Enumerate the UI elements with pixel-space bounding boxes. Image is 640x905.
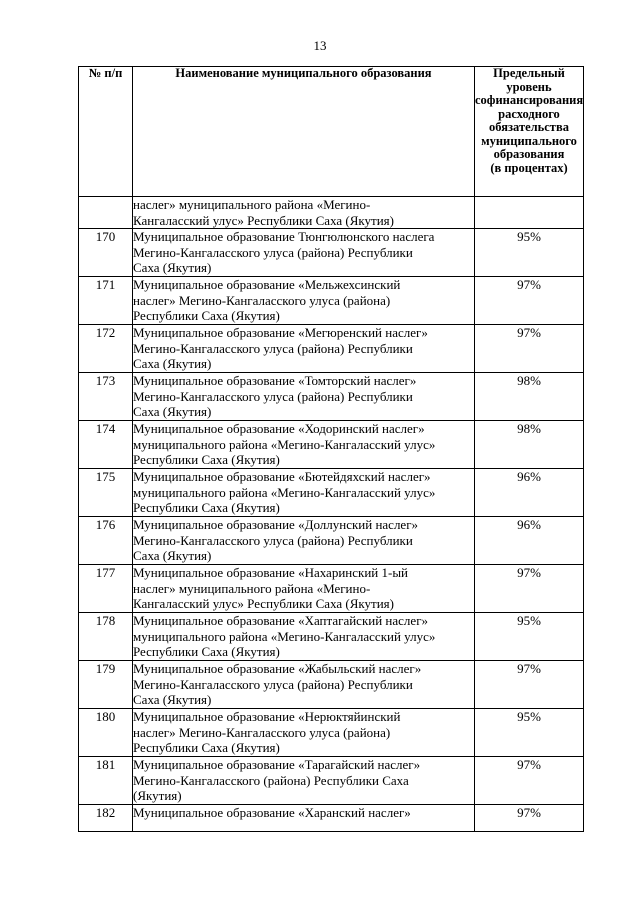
municipality-name-line: Кангаласский улус» Республики Саха (Якутия)	[133, 596, 394, 612]
row-number: 170	[79, 229, 133, 277]
municipality-name-line: Республики Саха (Якутия)	[133, 740, 280, 756]
cofinancing-percent: 96%	[475, 517, 584, 565]
municipality-name-line: наслег» муниципального района «Мегино-	[133, 580, 371, 596]
municipality-name-line: Муниципальное образование «Нерюктяйинский	[133, 709, 401, 725]
table-row	[79, 229, 584, 277]
municipality-name-line: наслег» Мегино-Кангаласского улуса (района)	[133, 724, 391, 740]
header-value-line: образования	[493, 147, 565, 161]
cofinancing-percent: 97%	[475, 277, 584, 325]
municipality-name-line: Муниципальное образование «Тарагайский наслег»	[133, 757, 421, 773]
municipality-name-line: Республики Саха (Якутия)	[133, 452, 280, 468]
header-number: № п/п	[79, 67, 133, 197]
table-row	[79, 325, 584, 373]
municipality-name	[133, 709, 475, 757]
municipality-name-line: Муниципальное образование «Бютейдяхский наслег»	[133, 469, 431, 485]
page-number: 13	[313, 38, 327, 53]
header-value-line: (в процентах)	[490, 160, 568, 175]
cofinancing-percent: 97%	[475, 805, 584, 832]
header-value-line: обязательства	[489, 120, 569, 134]
table-row	[79, 661, 584, 709]
municipality-name-line: Саха (Якутия)	[133, 260, 212, 276]
municipality-name	[133, 373, 475, 421]
header-value-line: уровень	[506, 79, 552, 94]
municipality-name	[133, 613, 475, 661]
municipality-name	[133, 757, 475, 805]
municipality-name-line: муниципального района «Мегино-Кангаласский улус»	[133, 484, 436, 500]
municipality-name-line: Саха (Якутия)	[133, 404, 212, 420]
municipality-name-line: Кангаласский улус» Республики Саха (Якутия)	[133, 212, 394, 228]
municipality-name-line: Муниципальное образование «Хаптагайский наслег»	[133, 613, 429, 629]
municipality-name-line: Муниципальное образование «Томторский наслег»	[133, 373, 417, 389]
table-row	[79, 613, 584, 661]
table-row	[79, 805, 584, 832]
table-header-row	[79, 67, 584, 197]
row-number: 175	[79, 469, 133, 517]
header-value-line: Предельный	[493, 66, 565, 80]
municipality-name-line: Муниципальное образование «Жабыльский наслег»	[133, 661, 422, 677]
municipality-name-line: Мегино-Кангаласского улуса (района) Республики	[133, 388, 413, 404]
cofinancing-percent: 98%	[475, 421, 584, 469]
row-number: 180	[79, 709, 133, 757]
municipality-name-line: Республики Саха (Якутия)	[133, 644, 280, 660]
cofinancing-percent: 95%	[475, 709, 584, 757]
municipality-name	[133, 197, 475, 229]
table-row	[79, 709, 584, 757]
municipality-name-line: Саха (Якутия)	[133, 356, 212, 372]
cofinancing-percent: 96%	[475, 469, 584, 517]
table-body	[79, 197, 584, 832]
municipality-name	[133, 277, 475, 325]
municipality-name-line: Саха (Якутия)	[133, 548, 212, 564]
municipality-name	[133, 517, 475, 565]
row-number: 177	[79, 565, 133, 613]
row-number: 182	[79, 805, 133, 832]
municipality-name-line: Мегино-Кангаласского (района) Республики Саха	[133, 772, 409, 788]
municipality-name	[133, 469, 475, 517]
row-number: 181	[79, 757, 133, 805]
table-row	[79, 421, 584, 469]
header-value-line: софинансирования	[475, 93, 584, 107]
municipality-name-line: Республики Саха (Якутия)	[133, 308, 280, 324]
row-number: 178	[79, 613, 133, 661]
table-row	[79, 277, 584, 325]
cofinancing-percent: 97%	[475, 325, 584, 373]
municipality-name-line: Мегино-Кангаласского улуса (района) Республики	[133, 340, 413, 356]
municipality-name	[133, 325, 475, 373]
row-number: 173	[79, 373, 133, 421]
row-number: 171	[79, 277, 133, 325]
header-municipality-name: Наименование муниципального образования	[133, 67, 475, 197]
municipality-name-line: Муниципальное образование «Мегюренский наслег»	[133, 325, 428, 341]
cofinancing-percent: 97%	[475, 661, 584, 709]
municipality-name-line: Муниципальное образование «Доллунский наслег»	[133, 517, 419, 533]
header-value-line: муниципального	[481, 133, 577, 148]
municipality-name-line: (Якутия)	[133, 788, 182, 804]
municipality-name-line: Муниципальное образование Тюнгюлюнского наслега	[133, 229, 435, 245]
table-row	[79, 469, 584, 517]
table-row	[79, 757, 584, 805]
municipality-name-line: Муниципальное образование «Ходоринский наслег»	[133, 421, 425, 437]
municipality-name-line: Мегино-Кангаласского улуса (района) Республики	[133, 532, 413, 548]
cofinancing-percent: 98%	[475, 373, 584, 421]
municipality-name-line: Мегино-Кангаласского улуса (района) Республики	[133, 676, 413, 692]
municipality-name-line: наслег» муниципального района «Мегино-	[133, 197, 371, 212]
row-number	[79, 197, 133, 229]
municipality-name-line: Республики Саха (Якутия)	[133, 500, 280, 516]
row-number: 176	[79, 517, 133, 565]
table-row	[79, 197, 584, 229]
municipality-name	[133, 421, 475, 469]
municipality-name-line: Муниципальное образование «Харанский наслег»	[133, 805, 411, 821]
municipality-name-line: муниципального района «Мегино-Кангаласский улус»	[133, 628, 436, 644]
header-cofinancing-level	[475, 67, 584, 197]
header-value-line: расходного	[498, 106, 560, 121]
table-row	[79, 517, 584, 565]
cofinancing-percent: 95%	[475, 229, 584, 277]
municipality-name-line: муниципального района «Мегино-Кангаласский улус»	[133, 436, 436, 452]
municipality-name-line: Саха (Якутия)	[133, 692, 212, 708]
municipality-name	[133, 565, 475, 613]
municipal-cofinancing-table	[78, 66, 584, 832]
municipality-name	[133, 229, 475, 277]
row-number: 174	[79, 421, 133, 469]
municipality-name	[133, 805, 475, 832]
row-number: 179	[79, 661, 133, 709]
cofinancing-percent: 97%	[475, 565, 584, 613]
cofinancing-percent: 95%	[475, 613, 584, 661]
municipality-name-line: наслег» Мегино-Кангаласского улуса (района)	[133, 292, 391, 308]
table-row	[79, 373, 584, 421]
municipality-name-line: Мегино-Кангаласского улуса (района) Республики	[133, 244, 413, 260]
cofinancing-percent	[475, 197, 584, 229]
municipality-name	[133, 661, 475, 709]
cofinancing-percent: 97%	[475, 757, 584, 805]
municipality-name-line: Муниципальное образование «Нахаринский 1-ый	[133, 565, 409, 581]
table-row	[79, 565, 584, 613]
row-number: 172	[79, 325, 133, 373]
municipality-name-line: Муниципальное образование «Мельжехсинский	[133, 277, 401, 293]
